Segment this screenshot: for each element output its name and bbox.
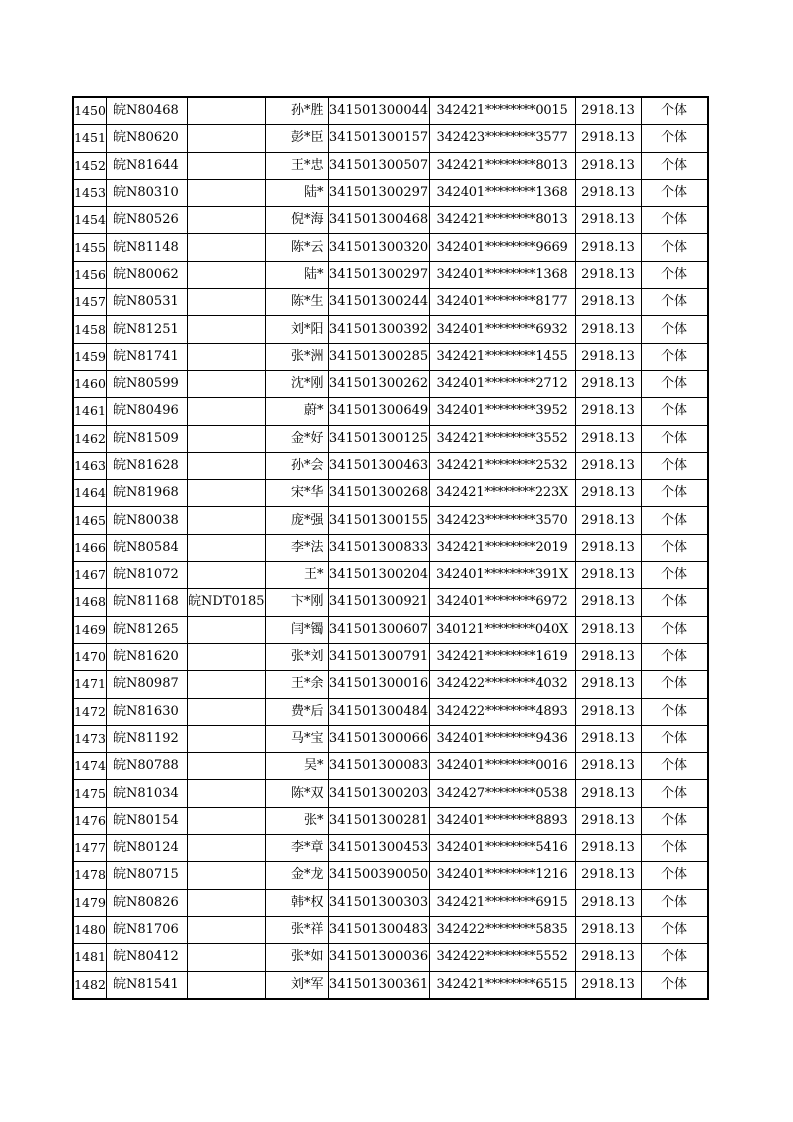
- alt-plate-cell: [188, 179, 266, 206]
- alt-plate-cell: [188, 125, 266, 152]
- amount-cell: 2918.13: [575, 207, 641, 234]
- amount-cell: 2918.13: [575, 889, 641, 916]
- id-number-cell: 342401********8893: [429, 807, 575, 834]
- owner-name-cell: 宋*华: [265, 480, 328, 507]
- type-cell: 个体: [641, 234, 708, 261]
- row-number-cell: 1474: [73, 753, 107, 780]
- alt-plate-cell: [188, 889, 266, 916]
- table-row: [73, 971, 708, 999]
- amount-cell: 2918.13: [575, 534, 641, 561]
- account-id-cell: 341501300281: [328, 807, 429, 834]
- plate-cell: 皖N81509: [107, 425, 188, 452]
- row-number-cell: 1475: [73, 780, 107, 807]
- plate-cell: 皖N80826: [107, 889, 188, 916]
- owner-name-cell: 孙*胜: [265, 97, 328, 125]
- table-row: [73, 452, 708, 479]
- id-number-cell: 342401********2712: [429, 370, 575, 397]
- table-row: [73, 480, 708, 507]
- row-number-cell: 1481: [73, 944, 107, 971]
- table-row: [73, 944, 708, 971]
- row-number-cell: 1476: [73, 807, 107, 834]
- alt-plate-cell: [188, 534, 266, 561]
- amount-cell: 2918.13: [575, 97, 641, 125]
- type-cell: 个体: [641, 125, 708, 152]
- row-number-cell: 1460: [73, 370, 107, 397]
- account-id-cell: 341501300791: [328, 643, 429, 670]
- plate-cell: 皖N81265: [107, 616, 188, 643]
- amount-cell: 2918.13: [575, 452, 641, 479]
- table-row: [73, 862, 708, 889]
- table-row: [73, 671, 708, 698]
- owner-name-cell: 蔚*: [265, 398, 328, 425]
- alt-plate-cell: [188, 261, 266, 288]
- alt-plate-cell: [188, 807, 266, 834]
- amount-cell: 2918.13: [575, 643, 641, 670]
- owner-name-cell: 沈*刚: [265, 370, 328, 397]
- table-row: [73, 289, 708, 316]
- owner-name-cell: 闫*镯: [265, 616, 328, 643]
- type-cell: 个体: [641, 889, 708, 916]
- type-cell: 个体: [641, 780, 708, 807]
- table-row: [73, 753, 708, 780]
- alt-plate-cell: [188, 862, 266, 889]
- id-number-cell: 342422********5552: [429, 944, 575, 971]
- owner-name-cell: 陈*生: [265, 289, 328, 316]
- account-id-cell: 341501300297: [328, 261, 429, 288]
- alt-plate-cell: [188, 971, 266, 999]
- row-number-cell: 1471: [73, 671, 107, 698]
- table-row: [73, 125, 708, 152]
- type-cell: 个体: [641, 971, 708, 999]
- alt-plate-cell: [188, 452, 266, 479]
- amount-cell: 2918.13: [575, 370, 641, 397]
- id-number-cell: 342422********4032: [429, 671, 575, 698]
- amount-cell: 2918.13: [575, 971, 641, 999]
- type-cell: 个体: [641, 862, 708, 889]
- owner-name-cell: 韩*权: [265, 889, 328, 916]
- plate-cell: 皖N80154: [107, 807, 188, 834]
- row-number-cell: 1468: [73, 589, 107, 616]
- table-row: [73, 616, 708, 643]
- alt-plate-cell: [188, 343, 266, 370]
- id-number-cell: 342421********8013: [429, 207, 575, 234]
- owner-name-cell: 陈*云: [265, 234, 328, 261]
- owner-name-cell: 张*祥: [265, 916, 328, 943]
- account-id-cell: 341501300044: [328, 97, 429, 125]
- amount-cell: 2918.13: [575, 480, 641, 507]
- row-number-cell: 1478: [73, 862, 107, 889]
- alt-plate-cell: [188, 507, 266, 534]
- id-number-cell: 342401********3952: [429, 398, 575, 425]
- id-number-cell: 342401********8177: [429, 289, 575, 316]
- type-cell: 个体: [641, 944, 708, 971]
- alt-plate-cell: [188, 698, 266, 725]
- plate-cell: 皖N81251: [107, 316, 188, 343]
- account-id-cell: 341501300921: [328, 589, 429, 616]
- plate-cell: 皖N81630: [107, 698, 188, 725]
- id-number-cell: 342421********2019: [429, 534, 575, 561]
- type-cell: 个体: [641, 671, 708, 698]
- owner-name-cell: 庞*强: [265, 507, 328, 534]
- id-number-cell: 342422********4893: [429, 698, 575, 725]
- row-number-cell: 1452: [73, 152, 107, 179]
- row-number-cell: 1482: [73, 971, 107, 999]
- row-number-cell: 1450: [73, 97, 107, 125]
- id-number-cell: 342427********0538: [429, 780, 575, 807]
- row-number-cell: 1467: [73, 562, 107, 589]
- amount-cell: 2918.13: [575, 125, 641, 152]
- plate-cell: 皖N80599: [107, 370, 188, 397]
- owner-name-cell: 陆*: [265, 179, 328, 206]
- id-number-cell: 342421********6515: [429, 971, 575, 999]
- table-row: [73, 643, 708, 670]
- row-number-cell: 1473: [73, 725, 107, 752]
- row-number-cell: 1457: [73, 289, 107, 316]
- plate-cell: 皖N80987: [107, 671, 188, 698]
- row-number-cell: 1453: [73, 179, 107, 206]
- account-id-cell: 341501300083: [328, 753, 429, 780]
- account-id-cell: 341501300361: [328, 971, 429, 999]
- owner-name-cell: 王*余: [265, 671, 328, 698]
- account-id-cell: 341500390050: [328, 862, 429, 889]
- table-row: [73, 207, 708, 234]
- row-number-cell: 1463: [73, 452, 107, 479]
- row-number-cell: 1464: [73, 480, 107, 507]
- alt-plate-cell: [188, 370, 266, 397]
- type-cell: 个体: [641, 398, 708, 425]
- amount-cell: 2918.13: [575, 725, 641, 752]
- row-number-cell: 1454: [73, 207, 107, 234]
- plate-cell: 皖N81541: [107, 971, 188, 999]
- id-number-cell: 342421********6915: [429, 889, 575, 916]
- type-cell: 个体: [641, 289, 708, 316]
- account-id-cell: 341501300392: [328, 316, 429, 343]
- account-id-cell: 341501300203: [328, 780, 429, 807]
- account-id-cell: 341501300484: [328, 698, 429, 725]
- alt-plate-cell: [188, 835, 266, 862]
- table-row: [73, 261, 708, 288]
- amount-cell: 2918.13: [575, 862, 641, 889]
- alt-plate-cell: [188, 562, 266, 589]
- id-number-cell: 342421********0015: [429, 97, 575, 125]
- account-id-cell: 341501300262: [328, 370, 429, 397]
- table-row: [73, 589, 708, 616]
- owner-name-cell: 张*刘: [265, 643, 328, 670]
- plate-cell: 皖N81644: [107, 152, 188, 179]
- table-row: [73, 725, 708, 752]
- amount-cell: 2918.13: [575, 916, 641, 943]
- alt-plate-cell: [188, 725, 266, 752]
- owner-name-cell: 刘*阳: [265, 316, 328, 343]
- account-id-cell: 341501300483: [328, 916, 429, 943]
- type-cell: 个体: [641, 807, 708, 834]
- row-number-cell: 1465: [73, 507, 107, 534]
- plate-cell: 皖N80468: [107, 97, 188, 125]
- account-id-cell: 341501300268: [328, 480, 429, 507]
- row-number-cell: 1480: [73, 916, 107, 943]
- alt-plate-cell: [188, 425, 266, 452]
- table-row: [73, 889, 708, 916]
- type-cell: 个体: [641, 452, 708, 479]
- owner-name-cell: 吴*: [265, 753, 328, 780]
- table-row: [73, 807, 708, 834]
- account-id-cell: 341501300297: [328, 179, 429, 206]
- row-number-cell: 1477: [73, 835, 107, 862]
- id-number-cell: 342423********3570: [429, 507, 575, 534]
- type-cell: 个体: [641, 179, 708, 206]
- alt-plate-cell: [188, 753, 266, 780]
- plate-cell: 皖N81148: [107, 234, 188, 261]
- table-row: [73, 234, 708, 261]
- amount-cell: 2918.13: [575, 807, 641, 834]
- plate-cell: 皖N81168: [107, 589, 188, 616]
- plate-cell: 皖N80038: [107, 507, 188, 534]
- table-row: [73, 97, 708, 125]
- row-number-cell: 1456: [73, 261, 107, 288]
- account-id-cell: 341501300303: [328, 889, 429, 916]
- row-number-cell: 1458: [73, 316, 107, 343]
- amount-cell: 2918.13: [575, 753, 641, 780]
- table-row: [73, 398, 708, 425]
- table-row: [73, 316, 708, 343]
- alt-plate-cell: [188, 643, 266, 670]
- plate-cell: 皖N80531: [107, 289, 188, 316]
- account-id-cell: 341501300468: [328, 207, 429, 234]
- account-id-cell: 341501300463: [328, 452, 429, 479]
- row-number-cell: 1462: [73, 425, 107, 452]
- alt-plate-cell: [188, 616, 266, 643]
- id-number-cell: 342421********2532: [429, 452, 575, 479]
- owner-name-cell: 马*宝: [265, 725, 328, 752]
- account-id-cell: 341501300016: [328, 671, 429, 698]
- owner-name-cell: 孙*会: [265, 452, 328, 479]
- account-id-cell: 341501300066: [328, 725, 429, 752]
- table-row: [73, 780, 708, 807]
- account-id-cell: 341501300204: [328, 562, 429, 589]
- row-number-cell: 1459: [73, 343, 107, 370]
- amount-cell: 2918.13: [575, 616, 641, 643]
- type-cell: 个体: [641, 534, 708, 561]
- table-row: [73, 698, 708, 725]
- owner-name-cell: 陈*双: [265, 780, 328, 807]
- alt-plate-cell: [188, 207, 266, 234]
- id-number-cell: 342401********5416: [429, 835, 575, 862]
- plate-cell: 皖N80526: [107, 207, 188, 234]
- id-number-cell: 342421********1619: [429, 643, 575, 670]
- type-cell: 个体: [641, 152, 708, 179]
- plate-cell: 皖N80715: [107, 862, 188, 889]
- account-id-cell: 341501300125: [328, 425, 429, 452]
- type-cell: 个体: [641, 370, 708, 397]
- plate-cell: 皖N80124: [107, 835, 188, 862]
- table-row: [73, 562, 708, 589]
- type-cell: 个体: [641, 507, 708, 534]
- row-number-cell: 1479: [73, 889, 107, 916]
- alt-plate-cell: [188, 780, 266, 807]
- id-number-cell: 342401********6972: [429, 589, 575, 616]
- type-cell: 个体: [641, 97, 708, 125]
- alt-plate-cell: [188, 289, 266, 316]
- table-row: [73, 534, 708, 561]
- alt-plate-cell: [188, 916, 266, 943]
- type-cell: 个体: [641, 480, 708, 507]
- row-number-cell: 1466: [73, 534, 107, 561]
- account-id-cell: 341501300833: [328, 534, 429, 561]
- alt-plate-cell: [188, 234, 266, 261]
- plate-cell: 皖N80620: [107, 125, 188, 152]
- id-number-cell: 342421********3552: [429, 425, 575, 452]
- account-id-cell: 341501300155: [328, 507, 429, 534]
- table-row: [73, 507, 708, 534]
- type-cell: 个体: [641, 698, 708, 725]
- amount-cell: 2918.13: [575, 289, 641, 316]
- owner-name-cell: 张*如: [265, 944, 328, 971]
- id-number-cell: 342421********1455: [429, 343, 575, 370]
- id-number-cell: 342401********9669: [429, 234, 575, 261]
- type-cell: 个体: [641, 562, 708, 589]
- alt-plate-cell: [188, 97, 266, 125]
- id-number-cell: 342423********3577: [429, 125, 575, 152]
- account-id-cell: 341501300607: [328, 616, 429, 643]
- plate-cell: 皖N81706: [107, 916, 188, 943]
- alt-plate-cell: [188, 398, 266, 425]
- table-row: [73, 343, 708, 370]
- plate-cell: 皖N80062: [107, 261, 188, 288]
- type-cell: 个体: [641, 835, 708, 862]
- owner-name-cell: 倪*海: [265, 207, 328, 234]
- type-cell: 个体: [641, 753, 708, 780]
- amount-cell: 2918.13: [575, 698, 641, 725]
- plate-cell: 皖N81968: [107, 480, 188, 507]
- owner-name-cell: 陆*: [265, 261, 328, 288]
- plate-cell: 皖N81034: [107, 780, 188, 807]
- owner-name-cell: 金*好: [265, 425, 328, 452]
- plate-cell: 皖N80584: [107, 534, 188, 561]
- account-id-cell: 341501300244: [328, 289, 429, 316]
- amount-cell: 2918.13: [575, 261, 641, 288]
- amount-cell: 2918.13: [575, 234, 641, 261]
- table-row: [73, 835, 708, 862]
- plate-cell: 皖N80788: [107, 753, 188, 780]
- type-cell: 个体: [641, 343, 708, 370]
- account-id-cell: 341501300649: [328, 398, 429, 425]
- plate-cell: 皖N80310: [107, 179, 188, 206]
- amount-cell: 2918.13: [575, 507, 641, 534]
- id-number-cell: 342421********8013: [429, 152, 575, 179]
- alt-plate-cell: [188, 944, 266, 971]
- type-cell: 个体: [641, 207, 708, 234]
- account-id-cell: 341501300036: [328, 944, 429, 971]
- table-row: [73, 152, 708, 179]
- amount-cell: 2918.13: [575, 179, 641, 206]
- row-number-cell: 1470: [73, 643, 107, 670]
- row-number-cell: 1472: [73, 698, 107, 725]
- owner-name-cell: 金*龙: [265, 862, 328, 889]
- alt-plate-cell: 皖NDT0185: [188, 589, 266, 616]
- owner-name-cell: 费*后: [265, 698, 328, 725]
- table-row: [73, 425, 708, 452]
- owner-name-cell: 刘*军: [265, 971, 328, 999]
- id-number-cell: 342401********0016: [429, 753, 575, 780]
- type-cell: 个体: [641, 643, 708, 670]
- amount-cell: 2918.13: [575, 398, 641, 425]
- id-number-cell: 342401********1216: [429, 862, 575, 889]
- type-cell: 个体: [641, 316, 708, 343]
- row-number-cell: 1469: [73, 616, 107, 643]
- data-table: [72, 96, 709, 1000]
- amount-cell: 2918.13: [575, 343, 641, 370]
- alt-plate-cell: [188, 480, 266, 507]
- amount-cell: 2918.13: [575, 562, 641, 589]
- owner-name-cell: 张*: [265, 807, 328, 834]
- id-number-cell: 340121********040X: [429, 616, 575, 643]
- account-id-cell: 341501300157: [328, 125, 429, 152]
- amount-cell: 2918.13: [575, 316, 641, 343]
- owner-name-cell: 王*忠: [265, 152, 328, 179]
- id-number-cell: 342422********5835: [429, 916, 575, 943]
- alt-plate-cell: [188, 671, 266, 698]
- id-number-cell: 342401********1368: [429, 261, 575, 288]
- owner-name-cell: 卞*刚: [265, 589, 328, 616]
- account-id-cell: 341501300453: [328, 835, 429, 862]
- table-row: [73, 179, 708, 206]
- type-cell: 个体: [641, 261, 708, 288]
- owner-name-cell: 彭*臣: [265, 125, 328, 152]
- amount-cell: 2918.13: [575, 780, 641, 807]
- amount-cell: 2918.13: [575, 944, 641, 971]
- owner-name-cell: 张*洲: [265, 343, 328, 370]
- table-row: [73, 370, 708, 397]
- amount-cell: 2918.13: [575, 671, 641, 698]
- id-number-cell: 342401********6932: [429, 316, 575, 343]
- plate-cell: 皖N81628: [107, 452, 188, 479]
- account-id-cell: 341501300507: [328, 152, 429, 179]
- owner-name-cell: 李*章: [265, 835, 328, 862]
- plate-cell: 皖N80496: [107, 398, 188, 425]
- owner-name-cell: 李*法: [265, 534, 328, 561]
- row-number-cell: 1455: [73, 234, 107, 261]
- id-number-cell: 342421********223X: [429, 480, 575, 507]
- table-row: [73, 916, 708, 943]
- type-cell: 个体: [641, 916, 708, 943]
- plate-cell: 皖N81072: [107, 562, 188, 589]
- row-number-cell: 1451: [73, 125, 107, 152]
- amount-cell: 2918.13: [575, 425, 641, 452]
- id-number-cell: 342401********9436: [429, 725, 575, 752]
- plate-cell: 皖N80412: [107, 944, 188, 971]
- table-body: [73, 97, 708, 999]
- owner-name-cell: 王*: [265, 562, 328, 589]
- amount-cell: 2918.13: [575, 835, 641, 862]
- type-cell: 个体: [641, 425, 708, 452]
- plate-cell: 皖N81741: [107, 343, 188, 370]
- type-cell: 个体: [641, 616, 708, 643]
- type-cell: 个体: [641, 725, 708, 752]
- plate-cell: 皖N81192: [107, 725, 188, 752]
- id-number-cell: 342401********1368: [429, 179, 575, 206]
- amount-cell: 2918.13: [575, 152, 641, 179]
- account-id-cell: 341501300285: [328, 343, 429, 370]
- alt-plate-cell: [188, 152, 266, 179]
- amount-cell: 2918.13: [575, 589, 641, 616]
- alt-plate-cell: [188, 316, 266, 343]
- plate-cell: 皖N81620: [107, 643, 188, 670]
- row-number-cell: 1461: [73, 398, 107, 425]
- id-number-cell: 342401********391X: [429, 562, 575, 589]
- account-id-cell: 341501300320: [328, 234, 429, 261]
- type-cell: 个体: [641, 589, 708, 616]
